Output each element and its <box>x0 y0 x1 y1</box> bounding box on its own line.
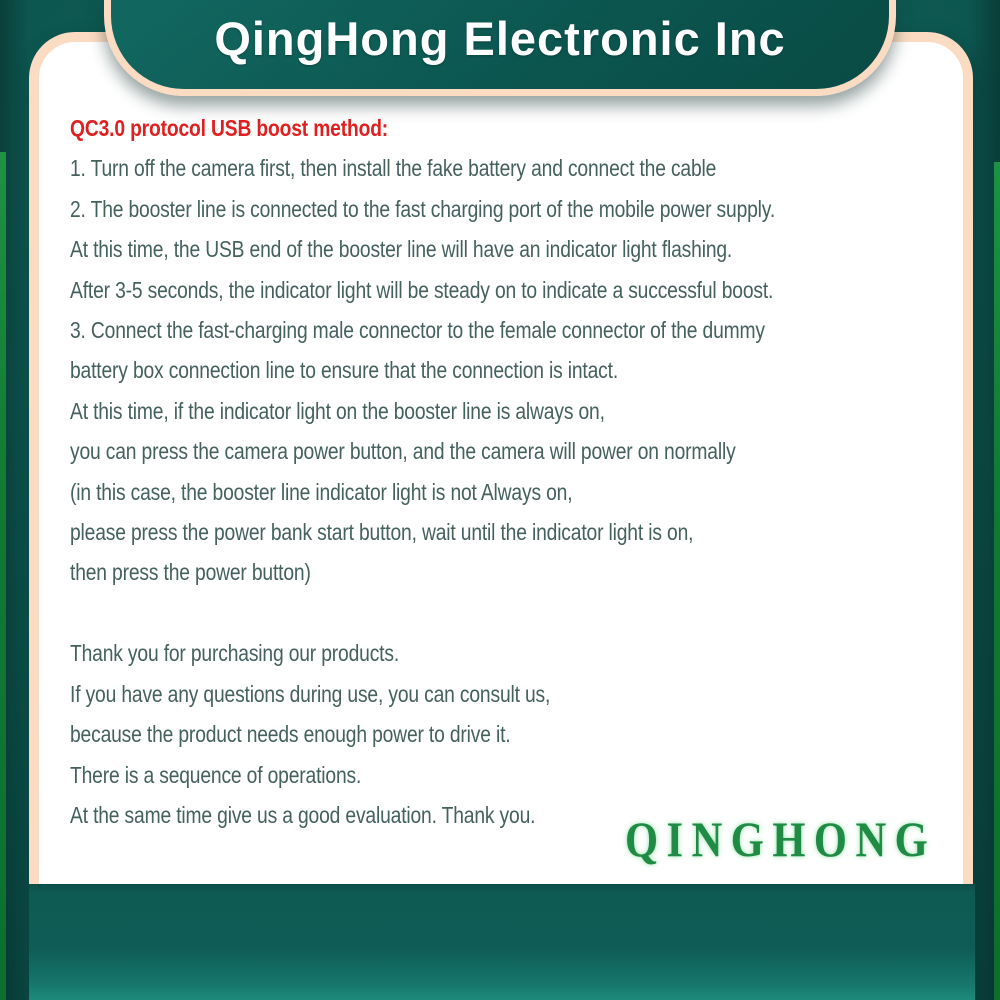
instruction-line: If you have any questions during use, you can consult us, <box>70 680 551 707</box>
instruction-line: 3. Connect the fast-charging male connector to the female connector of the dummy <box>70 317 765 344</box>
instruction-line: At this time, if the indicator light on the booster line is always on, <box>70 397 605 424</box>
instruction-line: 2. The booster line is connected to the fast charging port of the mobile power supply. <box>70 195 776 222</box>
instruction-line: At the same time give us a good evaluation. Thank you. <box>70 801 536 828</box>
footer-band <box>29 884 975 1000</box>
instruction-line: At this time, the USB end of the booster line will have an indicator light flashing. <box>70 236 733 263</box>
instruction-line: There is a sequence of operations. <box>70 761 362 788</box>
instruction-lines <box>70 148 775 835</box>
instruction-line: you can press the camera power button, and the camera will power on normally <box>70 438 736 465</box>
instruction-line: battery box connection line to ensure that the connection is intact. <box>70 357 619 384</box>
instruction-line: (in this case, the booster line indicator light is not Always on, <box>70 478 573 505</box>
instruction-line <box>70 593 775 633</box>
instruction-line: 1. Turn off the camera first, then install the fake battery and connect the cable <box>70 155 717 182</box>
instruction-text-block <box>70 108 775 835</box>
instruction-line: Thank you for purchasing our products. <box>70 640 400 667</box>
left-green-edge-strip <box>0 152 6 1000</box>
page-title: QingHong Electronic Inc <box>214 12 786 65</box>
brand-logo: QINGHONG <box>625 811 937 867</box>
instruction-line: because the product needs enough power to drive it. <box>70 721 511 748</box>
instruction-line: After 3-5 seconds, the indicator light will be steady on to indicate a successful boost. <box>70 276 774 303</box>
header-banner <box>104 0 896 96</box>
instruction-line: then press the power button) <box>70 559 311 586</box>
instructions-heading: QC3.0 protocol USB boost method: <box>70 115 389 141</box>
right-green-edge-strip <box>994 162 1000 1000</box>
instruction-line: please press the power bank start button, wait until the indicator light is on, <box>70 519 694 546</box>
